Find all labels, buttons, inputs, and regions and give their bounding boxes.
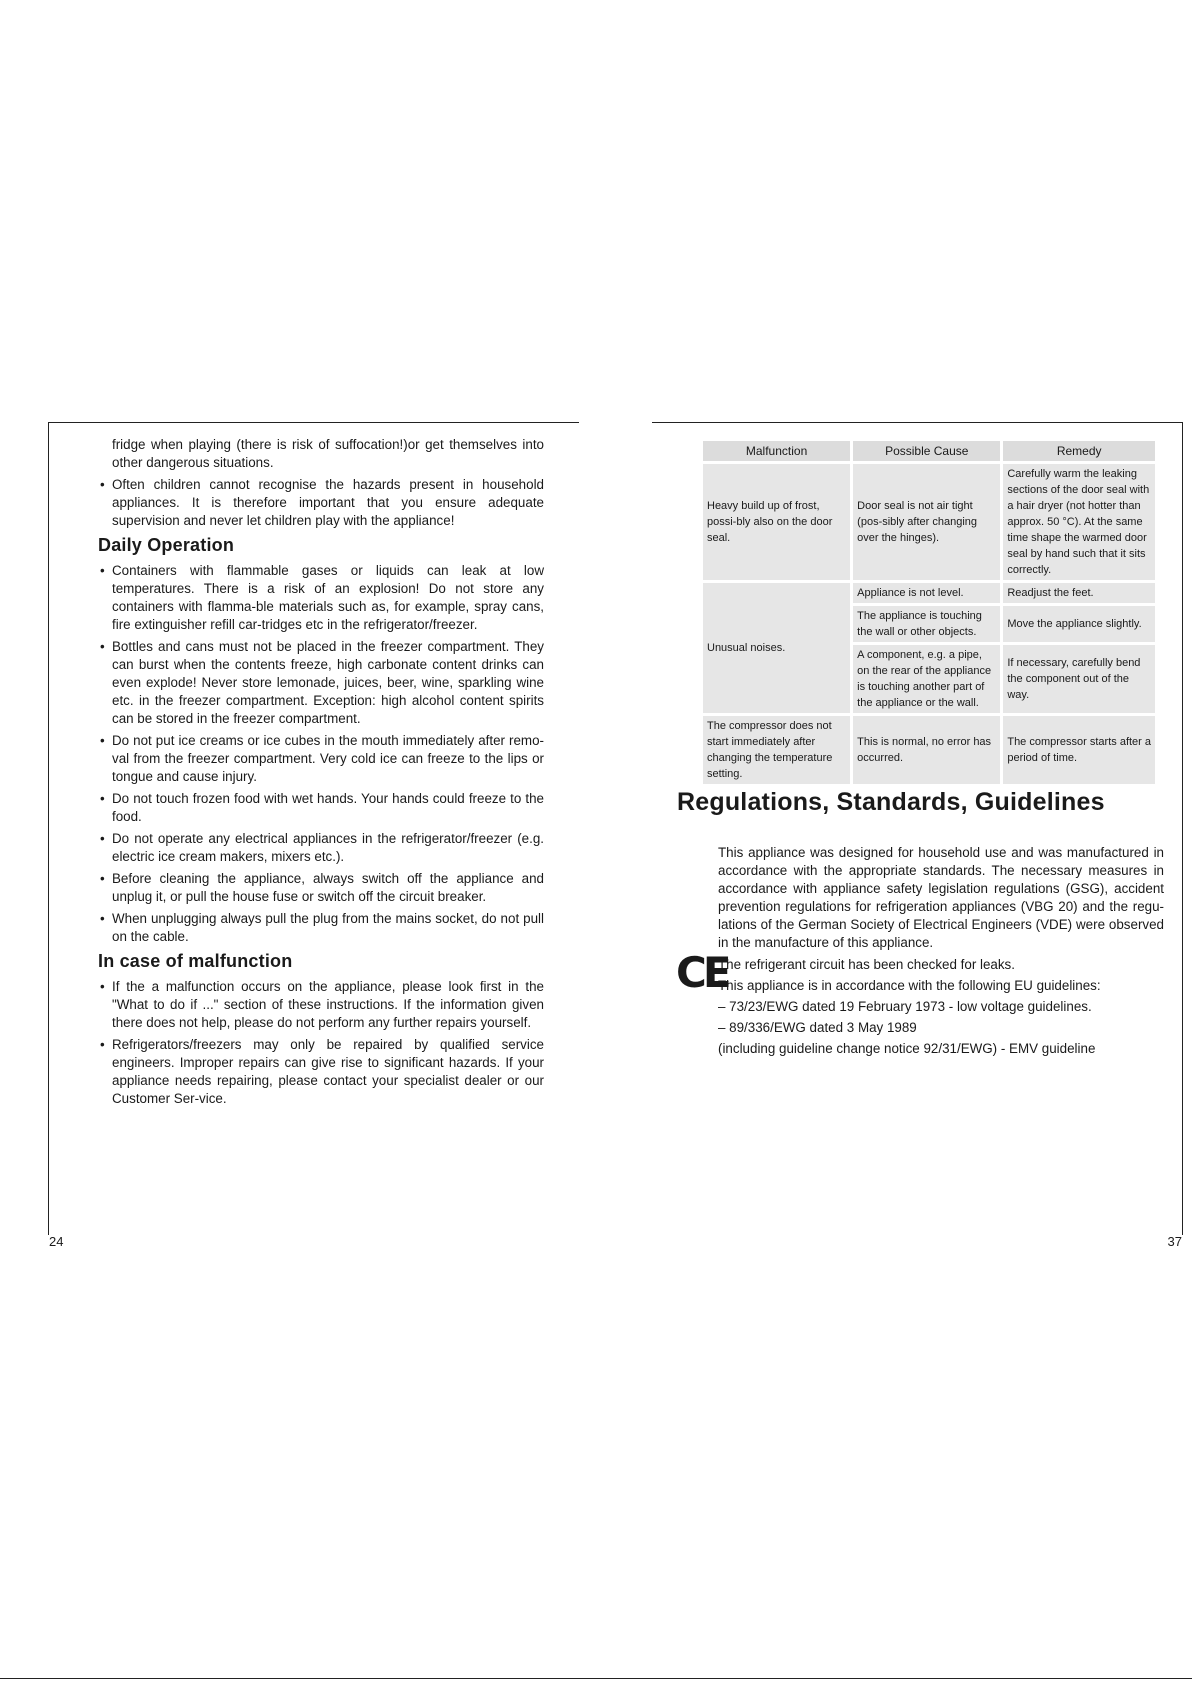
list-item: • Do not operate any electrical appliances in the refrigerator/freezer (e.g. electric ice cream makers, mixers etc.). <box>98 830 544 866</box>
malfunction-cell: Heavy build up of frost, possi-bly also on the door seal. <box>703 464 850 580</box>
list-item: • Refrigerators/freezers may only be repaired by qualified service engineers. Improper repairs can give rise to significant hazards. If your appliance needs repairing, please contact your specialist dealer or our Customer Ser-vice. <box>98 1036 544 1108</box>
malfunction-list <box>98 978 544 1108</box>
troubleshooting-table <box>700 438 1158 787</box>
list-item: • If the a malfunction occurs on the appliance, please look first in the "What to do if ..." section of these instructions. If the information given there does not help, please do not perform any further repairs yourself. <box>98 978 544 1032</box>
list-item: • Containers with flammable gases or liquids can leak at low temperatures. There is a risk of an explosion! Do not store any containers with flamma-ble materials such as, for example, spray cans, fire extinguisher refill car-tridges etc in the refrigerator/freezer. <box>98 562 544 634</box>
list-item: • When unplugging always pull the plug from the mains socket, do not pull on the cable. <box>98 910 544 946</box>
header-malfunction: Malfunction <box>703 441 850 461</box>
table-row <box>703 583 1155 603</box>
regulation-line: – 73/23/EWG dated 19 February 1973 - low voltage guidelines. <box>718 999 1092 1014</box>
cause-cell: This is normal, no error has occurred. <box>853 716 1000 784</box>
header-remedy: Remedy <box>1003 441 1155 461</box>
regulations-body <box>718 844 1164 1058</box>
remedy-cell: If necessary, carefully bend the component out of the way. <box>1003 645 1155 713</box>
regulation-line: The refrigerant circuit has been checked for leaks. <box>718 957 1015 972</box>
daily-operation-list <box>98 562 544 946</box>
remedy-cell: The compressor starts after a period of time. <box>1003 716 1155 784</box>
regulations-title: Regulations, Standards, Guidelines <box>677 788 1105 816</box>
cause-cell: A component, e.g. a pipe, on the rear of the appliance is touching another part of the appliance or the wall. <box>853 645 1000 713</box>
header-possible-cause: Possible Cause <box>853 441 1000 461</box>
intro-list <box>98 476 544 530</box>
remedy-cell: Readjust the feet. <box>1003 583 1155 603</box>
regulation-line: – 89/336/EWG dated 3 May 1989 <box>718 1020 917 1035</box>
cause-cell: Door seal is not air tight (pos-sibly after changing over the hinges). <box>853 464 1000 580</box>
list-item: • Before cleaning the appliance, always switch off the appliance and unplug it, or pull the house fuse or switch off the circuit breaker. <box>98 870 544 906</box>
list-item: • Bottles and cans must not be placed in the freezer compartment. They can burst when the contents freeze, high carbonate content drinks can even explode! Never store lemonade, juices, beer, wine, sparkling wine etc. in the freezer compartment. Exception: high alcohol content spirits can be stored in the freezer compartment. <box>98 638 544 728</box>
left-page-content <box>98 436 544 1112</box>
malfunction-heading: In case of malfunction <box>98 951 293 971</box>
regulation-line: This appliance is in accordance with the following EU guidelines: <box>718 978 1101 993</box>
remedy-cell: Move the appliance slightly. <box>1003 606 1155 642</box>
intro-continuation: fridge when playing (there is risk of suffocation!)or get themselves into other dangerous situations. <box>112 437 544 470</box>
cause-cell: The appliance is touching the wall or other objects. <box>853 606 1000 642</box>
cause-cell: Appliance is not level. <box>853 583 1000 603</box>
table-row <box>703 464 1155 580</box>
table-header-row <box>703 441 1155 461</box>
list-item: • Do not put ice creams or ice cubes in the mouth immediately after remo-val from the freezer compartment. Very cold ice can freeze to the lips or tongue and cause injury. <box>98 732 544 786</box>
page-number-right: 37 <box>1167 1234 1182 1249</box>
list-item: • Do not touch frozen food with wet hands. Your hands could freeze to the food. <box>98 790 544 826</box>
page-number-left: 24 <box>49 1234 64 1249</box>
regulations-paragraph: This appliance was designed for household use and was manufactured in accordance with the appropriate standards. The necessary measures in accordance with appliance safety legislation regulations (GSG), accident prevention regulations for refrigeration appliances (VBG 20) and the regu-lations of the German Society of Electrical Engineers (VDE) were observed in the manufacture of this appliance. <box>718 845 1164 950</box>
malfunction-cell: The compressor does not start immediately after changing the temperature setting. <box>703 716 850 784</box>
malfunction-cell: Unusual noises. <box>703 583 850 713</box>
ce-mark-logo: CE <box>676 948 728 997</box>
daily-operation-heading: Daily Operation <box>98 535 235 555</box>
table-row <box>703 716 1155 784</box>
remedy-cell: Carefully warm the leaking sections of the door seal with a hair dryer (not hotter than approx. 50 °C). At the same time shape the warmed door seal by hand such that it sits correctly. <box>1003 464 1155 580</box>
bottom-rule <box>0 1678 1192 1679</box>
regulation-line: (including guideline change notice 92/31/EWG) - EMV guideline <box>718 1041 1096 1056</box>
list-item: • Often children cannot recognise the hazards present in household appliances. It is therefore important that you ensure adequate supervision and never let children play with the appliance! <box>98 476 544 530</box>
